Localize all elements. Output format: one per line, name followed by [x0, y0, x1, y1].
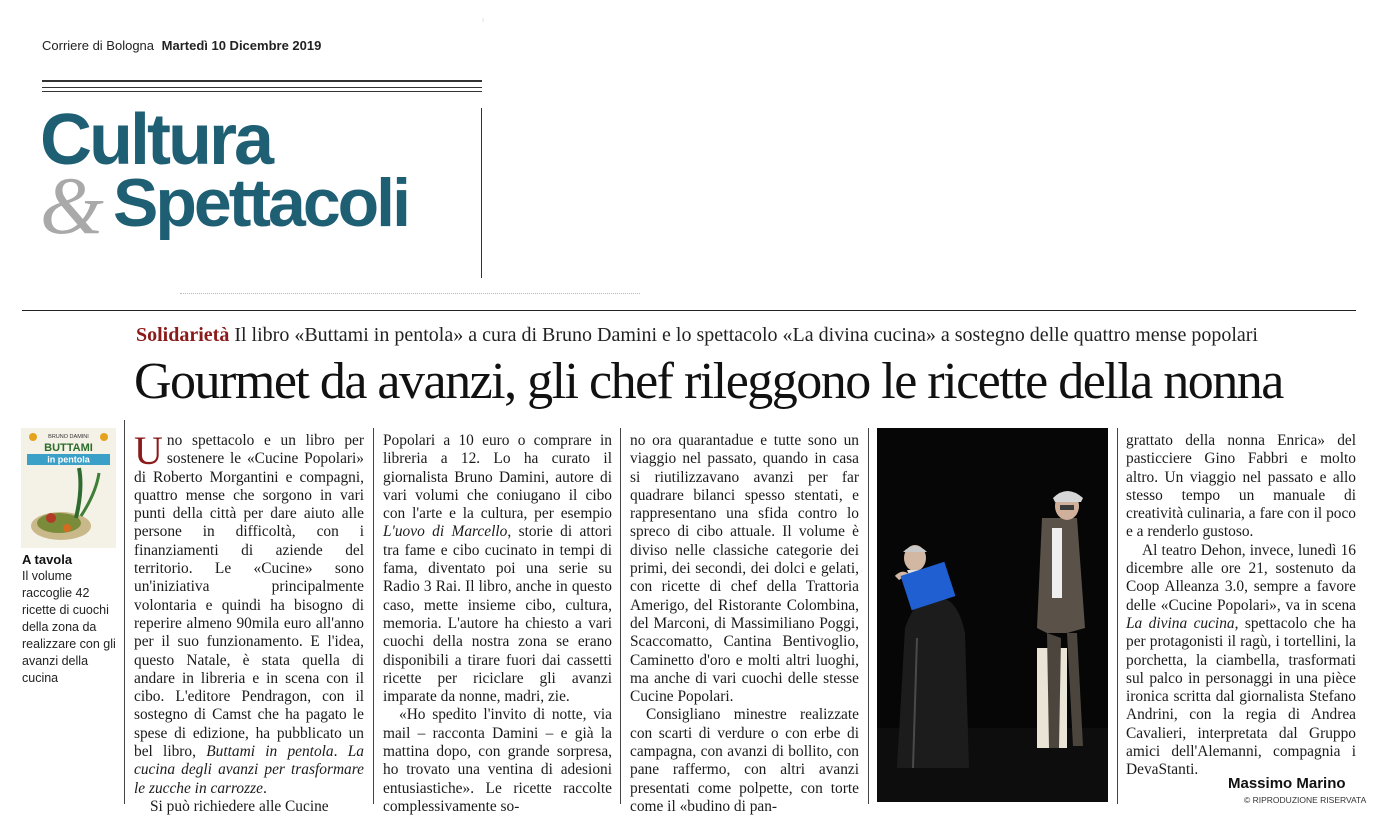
paragraph: grattato della nonna Enrica» del pasticciere Gino Fabbri e molto altro. Un viaggio nel passato e allo stesso tempo un manuale di creatività culinaria, a fare con il poco e a renderlo gustoso.: [1126, 432, 1356, 541]
masthead-rule: [42, 87, 482, 88]
column-divider: [373, 428, 374, 804]
copyright-notice: © RIPRODUZIONE RISERVATA: [1244, 795, 1367, 805]
paragraph-text: , storie di attori tra fame e cibo cucinato in tempi di fama, diventato poi una serie su Radio 3 Rai. Il libro, anche in questo caso, mette insieme cibo, cultura, memoria. L'autore ha chiesto a vari cuochi della nostra zona se erano disponibili a tirare fuori dai cassetti ricette per riciclare gli avanzi imparate da nonne, madri, zie.: [383, 523, 612, 706]
byline: Massimo Marino: [1228, 775, 1346, 792]
section-ampersand: &: [40, 160, 104, 251]
book-title-italic: Buttami in pentola: [206, 743, 334, 761]
column-divider: [868, 428, 869, 804]
article-top-rule: [22, 310, 1356, 311]
headline: Gourmet da avanzi, gli chef rileggono le ricette della nonna: [134, 353, 1283, 410]
masthead-rule: [42, 80, 482, 82]
show-title-italic: La divina cucina: [1126, 614, 1235, 632]
paragraph-text: Popolari a 10 euro o comprare in libreria a 12. Lo ha curato il giornalista Bruno Damini, autore di vari volumi che coniugano il cibo con l'arte e la cultura, per esempio: [383, 432, 612, 523]
paragraph: [134, 428, 364, 798]
book-title-1: BUTTAMI: [44, 442, 93, 454]
paragraph-text: .: [333, 743, 348, 761]
section-title-cultura: Cultura: [40, 100, 271, 180]
paragraph: Consigliano minestre realizzate con scarti di verdure o con erbe di campagna, con avanzi di bollito, con pane raffermo, con altri avanzi presentati come polpette, con torte come il «budino di pan-: [630, 706, 859, 815]
article-column-3: [630, 432, 859, 816]
book-title-italic: L'uovo di Marcello: [383, 523, 508, 541]
paragraph: «Ho spedito l'invito di notte, via mail – racconta Damini – e già la mattina dopo, con grande sorpresa, ho trovato una ventina di adesioni entusiastiche». Le ricette raccolte complessivamente so-: [383, 706, 612, 815]
caption-text: Il volume raccoglie 42 ricette di cuochi della zona da realizzare con gli avanzi della cucina: [22, 569, 116, 685]
masthead-rule: [42, 91, 482, 92]
issue-date: Martedì 10 Dicembre 2019: [161, 38, 322, 53]
section-title-spettacoli: Spettacoli: [113, 165, 408, 241]
book-author: BRUNO DAMINI: [48, 434, 89, 440]
book-cover-illustration: [21, 428, 116, 548]
column-divider: [620, 428, 621, 804]
paragraph-text: Al teatro Dehon, invece, lunedì 16 dicembre alle ore 21, sostenuto da Coop Alleanza 3.0, sempre a favore delle «Cucine Popolari», va in scena: [1126, 541, 1356, 614]
book-cover-image: [21, 428, 116, 548]
book-title-2: in pentola: [47, 454, 90, 465]
newspaper-name: Corriere di Bologna: [42, 38, 155, 53]
newspaper-dateline: [42, 38, 321, 53]
column-divider: [1117, 428, 1118, 804]
paragraph-text: .: [262, 779, 267, 797]
drop-cap: U: [134, 428, 163, 473]
article-column-1: [134, 428, 364, 816]
caption-title: A tavola: [22, 552, 73, 567]
article-column-2: [383, 432, 612, 816]
paragraph-text: , spettacolo che ha per protagonisti il ragù, i tortellini, la porchetta, la ciambella, trasformati sul palco in personaggi in una pièce ironica scritta dal giornalista Stefano Andrini, con la regia di Andrea Cavalieri, interpretata dal Gruppo amici dell'Alemanni, compagnia i DevaStanti.: [1126, 614, 1356, 779]
masthead-divider: [481, 108, 482, 278]
kicker-text: Il libro «Buttami in pentola» a cura di Bruno Damini e lo spettacolo «La divina cucina» a sostegno delle quattro mense popolari: [229, 324, 1258, 346]
paragraph-text: no spettacolo e un libro per sostenere le «Cucine Popolari» di Roberto Morgantini e compagni, quattro mense che sorgono in vari punti della città per dare aiuto alle persone in difficoltà, con i finanziamenti di aziende del territorio. Le «Cucine» sono un'iniziativa principalmente volontaria e quindi ha bisogno di reperire almeno 90mila euro all'anno per il suo funzionamento. E l'idea, questo Natale, è stata quella di andare in libreria e in scena con il cibo. L'editore Pendragon, con il sostegno di Camst che ha pagato le spese di edizione, ha pubblicato un bel libro,: [134, 432, 364, 761]
paragraph: [383, 432, 612, 706]
article-column-4: [1126, 432, 1356, 780]
paragraph: Si può richiedere alle Cucine: [150, 797, 329, 815]
kicker: [136, 324, 1258, 347]
stage-photo-illustration: [877, 428, 1108, 802]
kicker-tag: Solidarietà: [136, 324, 230, 346]
column-divider: [124, 420, 125, 804]
faint-rule: [180, 293, 640, 294]
stage-photo: [877, 428, 1108, 802]
paragraph: no ora quarantadue e tutte sono un viaggio nel passato, quando in casa si riutilizzavano avanzi per far quadrare bilanci spesso stentati, e rappresentano una sfida contro lo spreco di cibo attuale. Il volume è diviso nelle classiche categorie dei primi, dei secondi, dei dolci e gelati, con ricette di chef della Trattoria Amerigo, del Ristorante Colombina, del Marconi, di Massimiliano Poggi, Scaccomatto, Cantina Bentivoglio, Caminetto d'oro e molti altri luoghi, ma anche di vari cuochi delle stesse Cucine Popolari.: [630, 432, 859, 706]
book-subtitle-italic: La cucina degli avanzi per trasformare le zucche in carrozze: [134, 743, 364, 797]
paragraph: [1126, 542, 1356, 780]
